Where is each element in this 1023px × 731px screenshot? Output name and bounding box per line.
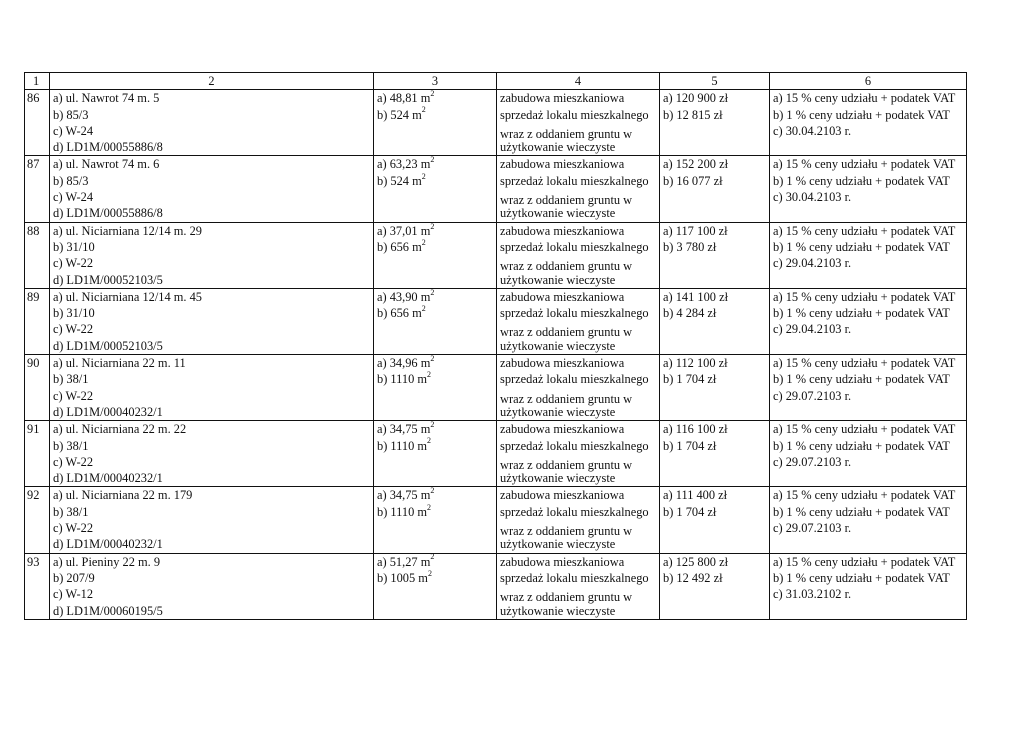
price-cell [660,222,770,288]
price-cell [660,553,770,619]
table-row [25,553,967,619]
terms-cell [770,288,967,354]
use-line: zabudowa mieszkaniowa [500,223,625,238]
terms-line: a) 15 % ceny udziału + podatek VAT [773,488,956,503]
address-line: c) W-12 [53,587,94,602]
area-line: a) 37,01 $m^2$ [377,221,435,238]
address-line: c) W-24 [53,190,94,205]
terms-cell [770,222,967,288]
use-line: wraz z oddaniem gruntu w [500,457,633,472]
area-cell [374,421,497,487]
price-line: a) 117 100 zł [663,223,728,238]
address-line: c) W-22 [53,454,94,469]
table-row [25,421,967,487]
terms-cell [770,553,967,619]
price-line: b) 12 815 zł [663,107,723,122]
address-cell [50,553,374,619]
area-line: b) 1110 $m^2$ [377,436,432,453]
price-line: b) 12 492 zł [663,570,723,585]
address-line: a) ul. Niciarniana 22 m. 179 [53,488,193,503]
area-line: a) 43,90 $m^2$ [377,287,435,304]
column-header-4: 4 [497,73,660,90]
terms-cell [770,90,967,156]
use-line: użytkowanie wieczyste [500,537,616,552]
price-line: a) 111 400 zł [663,488,728,503]
terms-line: c) 29.04.2103 r. [773,256,852,271]
column-header-1: 1 [25,73,50,90]
use-cell [497,90,660,156]
price-line: a) 120 900 zł [663,91,729,106]
terms-line: c) 29.07.2103 r. [773,454,852,469]
use-line: wraz z oddaniem gruntu w [500,590,633,605]
address-cell [50,355,374,421]
use-line: użytkowanie wieczyste [500,140,616,155]
terms-line: c) 29.07.2103 r. [773,521,852,536]
row-number: 88 [25,222,50,288]
use-line: zabudowa mieszkaniowa [500,91,625,106]
area-cell [374,222,497,288]
address-cell [50,222,374,288]
address-line: b) 38/1 [53,504,89,519]
address-line: a) ul. Nawrot 74 m. 5 [53,91,160,106]
address-line: c) W-22 [53,388,94,403]
area-line: a) 48,81 $m^2$ [377,89,435,106]
terms-line: b) 1 % ceny udziału + podatek VAT [773,173,950,188]
price-line: b) 4 284 zł [663,306,717,321]
terms-line: c) 29.07.2103 r. [773,388,852,403]
use-line: sprzedaż lokalu mieszkalnego [500,173,649,188]
area-cell [374,553,497,619]
row-number: 90 [25,355,50,421]
use-line: użytkowanie wieczyste [500,471,616,486]
address-line: c) W-22 [53,322,94,337]
area-unit-exponent: 2 [430,353,435,363]
area-line: a) 34,75 $m^2$ [377,420,435,437]
column-header-2: 2 [50,73,374,90]
address-cell [50,487,374,553]
address-line: c) W-22 [53,256,94,271]
area-unit-exponent: 2 [430,486,435,496]
area-line: b) 656 $m^2$ [377,237,426,254]
area-unit-exponent: 2 [421,304,426,314]
terms-cell [770,156,967,222]
table-row [25,487,967,553]
address-line: b) 207/9 [53,570,95,585]
area-unit-exponent: 2 [430,221,435,231]
use-cell [497,553,660,619]
use-line: wraz z oddaniem gruntu w [500,259,633,274]
area-cell [374,90,497,156]
use-line: wraz z oddaniem gruntu w [500,524,633,539]
terms-line: a) 15 % ceny udziału + podatek VAT [773,356,956,371]
header-row [25,73,967,90]
price-line: b) 1 704 zł [663,372,717,387]
area-unit-exponent: 2 [421,237,426,247]
address-line: b) 38/1 [53,438,89,453]
price-line: b) 3 780 zł [663,239,717,254]
column-header-5: 5 [660,73,770,90]
use-line: sprzedaż lokalu mieszkalnego [500,306,649,321]
area-line: b) 656 $m^2$ [377,304,426,321]
area-unit-exponent: 2 [427,370,432,380]
terms-line: a) 15 % ceny udziału + podatek VAT [773,223,956,238]
address-line: b) 38/1 [53,372,89,387]
use-cell [497,156,660,222]
area-unit-exponent: 2 [427,436,432,446]
price-cell [660,288,770,354]
terms-line: a) 15 % ceny udziału + podatek VAT [773,91,956,106]
row-number: 91 [25,421,50,487]
terms-line: a) 15 % ceny udziału + podatek VAT [773,422,956,437]
area-line: a) 34,75 $m^2$ [377,486,435,503]
use-line: użytkowanie wieczyste [500,338,616,353]
table-row [25,355,967,421]
column-header-6: 6 [770,73,967,90]
use-line: wraz z oddaniem gruntu w [500,126,633,141]
area-line: a) 51,27 $m^2$ [377,552,435,569]
area-line: a) 63,23 $m^2$ [377,155,435,172]
row-number: 92 [25,487,50,553]
area-unit-exponent: 2 [427,568,432,578]
use-cell [497,487,660,553]
address-line: d) LD1M/00052103/5 [53,272,163,287]
terms-line: b) 1 % ceny udziału + podatek VAT [773,372,950,387]
terms-line: b) 1 % ceny udziału + podatek VAT [773,504,950,519]
use-line: wraz z oddaniem gruntu w [500,391,633,406]
area-line: b) 524 $m^2$ [377,105,426,122]
terms-cell [770,487,967,553]
terms-line: a) 15 % ceny udziału + podatek VAT [773,289,956,304]
property-table [24,72,967,620]
area-unit-exponent: 2 [430,552,435,562]
address-line: d) LD1M/00055886/8 [53,206,163,221]
terms-line: a) 15 % ceny udziału + podatek VAT [773,157,956,172]
area-unit-exponent: 2 [430,89,435,99]
use-cell [497,421,660,487]
table-row [25,90,967,156]
terms-line: b) 1 % ceny udziału + podatek VAT [773,306,950,321]
use-line: użytkowanie wieczyste [500,603,616,618]
area-cell [374,487,497,553]
use-line: użytkowanie wieczyste [500,272,616,287]
terms-line: c) 30.04.2103 r. [773,123,852,138]
address-line: b) 85/3 [53,107,89,122]
table-row [25,156,967,222]
property-table-page [24,72,967,620]
use-line: sprzedaż lokalu mieszkalnego [500,570,649,585]
address-line: b) 31/10 [53,239,95,254]
address-line: a) ul. Pieniny 22 m. 9 [53,554,161,569]
address-line: a) ul. Nawrot 74 m. 6 [53,157,160,172]
address-line: d) LD1M/00060195/5 [53,603,163,618]
address-cell [50,90,374,156]
use-line: wraz z oddaniem gruntu w [500,193,633,208]
row-number: 86 [25,90,50,156]
address-line: c) W-24 [53,123,94,138]
address-line: a) ul. Niciarniana 22 m. 22 [53,422,187,437]
price-cell [660,90,770,156]
price-cell [660,355,770,421]
terms-line: c) 29.04.2103 r. [773,322,852,337]
terms-cell [770,421,967,487]
use-line: zabudowa mieszkaniowa [500,422,625,437]
address-line: a) ul. Niciarniana 22 m. 11 [53,356,186,371]
row-number: 89 [25,288,50,354]
table-row [25,222,967,288]
use-line: sprzedaż lokalu mieszkalnego [500,504,649,519]
area-unit-exponent: 2 [427,502,432,512]
area-line: b) 1005 $m^2$ [377,568,432,585]
row-number: 93 [25,553,50,619]
area-line: a) 34,96 $m^2$ [377,353,435,371]
price-cell [660,487,770,553]
area-unit-exponent: 2 [421,171,426,181]
area-line: b) 524 $m^2$ [377,171,426,188]
address-line: d) LD1M/00040232/1 [53,537,163,552]
price-line: a) 152 200 zł [663,157,729,172]
area-line: b) 1110 $m^2$ [377,370,432,387]
area-unit-exponent: 2 [421,105,426,115]
use-line: sprzedaż lokalu mieszkalnego [500,239,649,254]
area-cell [374,288,497,354]
address-line: a) ul. Niciarniana 12/14 m. 29 [53,223,202,238]
table-body [25,90,967,620]
use-line: zabudowa mieszkaniowa [500,554,625,569]
area-cell [374,355,497,421]
area-unit-exponent: 2 [430,287,435,297]
use-line: zabudowa mieszkaniowa [500,289,625,304]
price-line: a) 112 100 zł [663,356,728,371]
address-line: d) LD1M/00052103/5 [53,338,163,353]
price-line: b) 1 704 zł [663,504,717,519]
terms-line: b) 1 % ceny udziału + podatek VAT [773,239,950,254]
use-cell [497,222,660,288]
area-cell [374,156,497,222]
address-line: c) W-22 [53,521,94,536]
area-line: b) 1110 $m^2$ [377,502,432,519]
terms-line: c) 30.04.2103 r. [773,190,852,205]
use-line: użytkowanie wieczyste [500,206,616,221]
price-line: b) 1 704 zł [663,438,717,453]
area-unit-exponent: 2 [430,420,435,430]
address-line: d) LD1M/00040232/1 [53,471,163,486]
address-line: b) 31/10 [53,306,95,321]
use-cell [497,355,660,421]
use-line: zabudowa mieszkaniowa [500,157,625,172]
terms-line: c) 31.03.2102 r. [773,587,852,602]
use-line: zabudowa mieszkaniowa [500,356,625,371]
table-row [25,288,967,354]
address-cell [50,156,374,222]
column-header-3: 3 [374,73,497,90]
address-line: d) LD1M/00055886/8 [53,140,163,155]
price-line: a) 116 100 zł [663,422,728,437]
use-line: użytkowanie wieczyste [500,404,616,419]
terms-line: a) 15 % ceny udziału + podatek VAT [773,554,956,569]
use-line: wraz z oddaniem gruntu w [500,325,633,340]
price-line: a) 125 800 zł [663,554,729,569]
use-cell [497,288,660,354]
address-cell [50,421,374,487]
address-line: b) 85/3 [53,173,89,188]
address-line: a) ul. Niciarniana 12/14 m. 45 [53,289,202,304]
price-cell [660,421,770,487]
use-line: sprzedaż lokalu mieszkalnego [500,372,649,387]
price-line: b) 16 077 zł [663,173,723,188]
price-line: a) 141 100 zł [663,289,729,304]
terms-cell [770,355,967,421]
use-line: zabudowa mieszkaniowa [500,488,625,503]
use-line: sprzedaż lokalu mieszkalnego [500,438,649,453]
terms-line: b) 1 % ceny udziału + podatek VAT [773,438,950,453]
use-line: sprzedaż lokalu mieszkalnego [500,107,649,122]
price-cell [660,156,770,222]
row-number: 87 [25,156,50,222]
terms-line: b) 1 % ceny udziału + podatek VAT [773,570,950,585]
address-cell [50,288,374,354]
address-line: d) LD1M/00040232/1 [53,404,163,419]
area-unit-exponent: 2 [430,155,435,165]
terms-line: b) 1 % ceny udziału + podatek VAT [773,107,950,122]
